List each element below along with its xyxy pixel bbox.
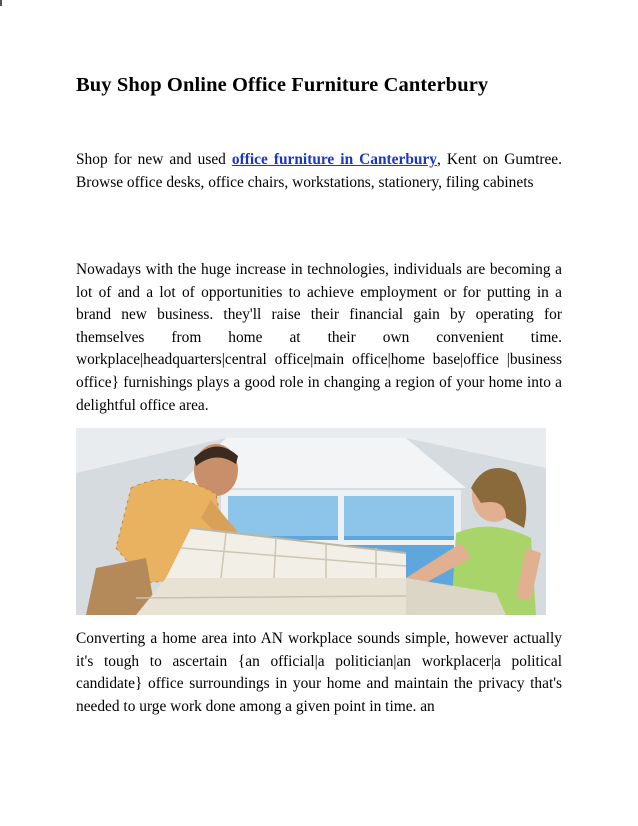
couple-carrying-desk-photo: [76, 428, 546, 615]
page-title: Buy Shop Online Office Furniture Canterbury: [76, 74, 489, 96]
body-paragraph-converting: Converting a home area into AN workplace sounds simple, however actually it's tough to ascertain {an official|a politician|an workplacer|a political candidate} office surroundings in your home and maintain the privacy that's needed to urge work done among a given point in time. an: [76, 630, 562, 715]
intro-text-before-link: Shop for new and used: [76, 151, 232, 168]
office-furniture-link[interactable]: office furniture in Canterbury: [231, 151, 437, 168]
intro-paragraph: [76, 149, 562, 194]
intro-text-after-link: , Kent on Gumtree. Browse office desks, office chairs, workstations, stationery, filing cabinets: [76, 151, 562, 191]
body-paragraph-technologies: Nowadays with the huge increase in technologies, individuals are becoming a lot of and a lot of opportunities to achieve employment or for putting in a brand new business. they'll raise their financial gain by operating for themselves from home at their own convenient time. workplace|headquarters|central office|main office|home base|office |business office} furnishings plays a good role in changing a region of your home into a delightful office area.: [76, 261, 562, 414]
page-corner-mark: [0, 0, 2, 6]
